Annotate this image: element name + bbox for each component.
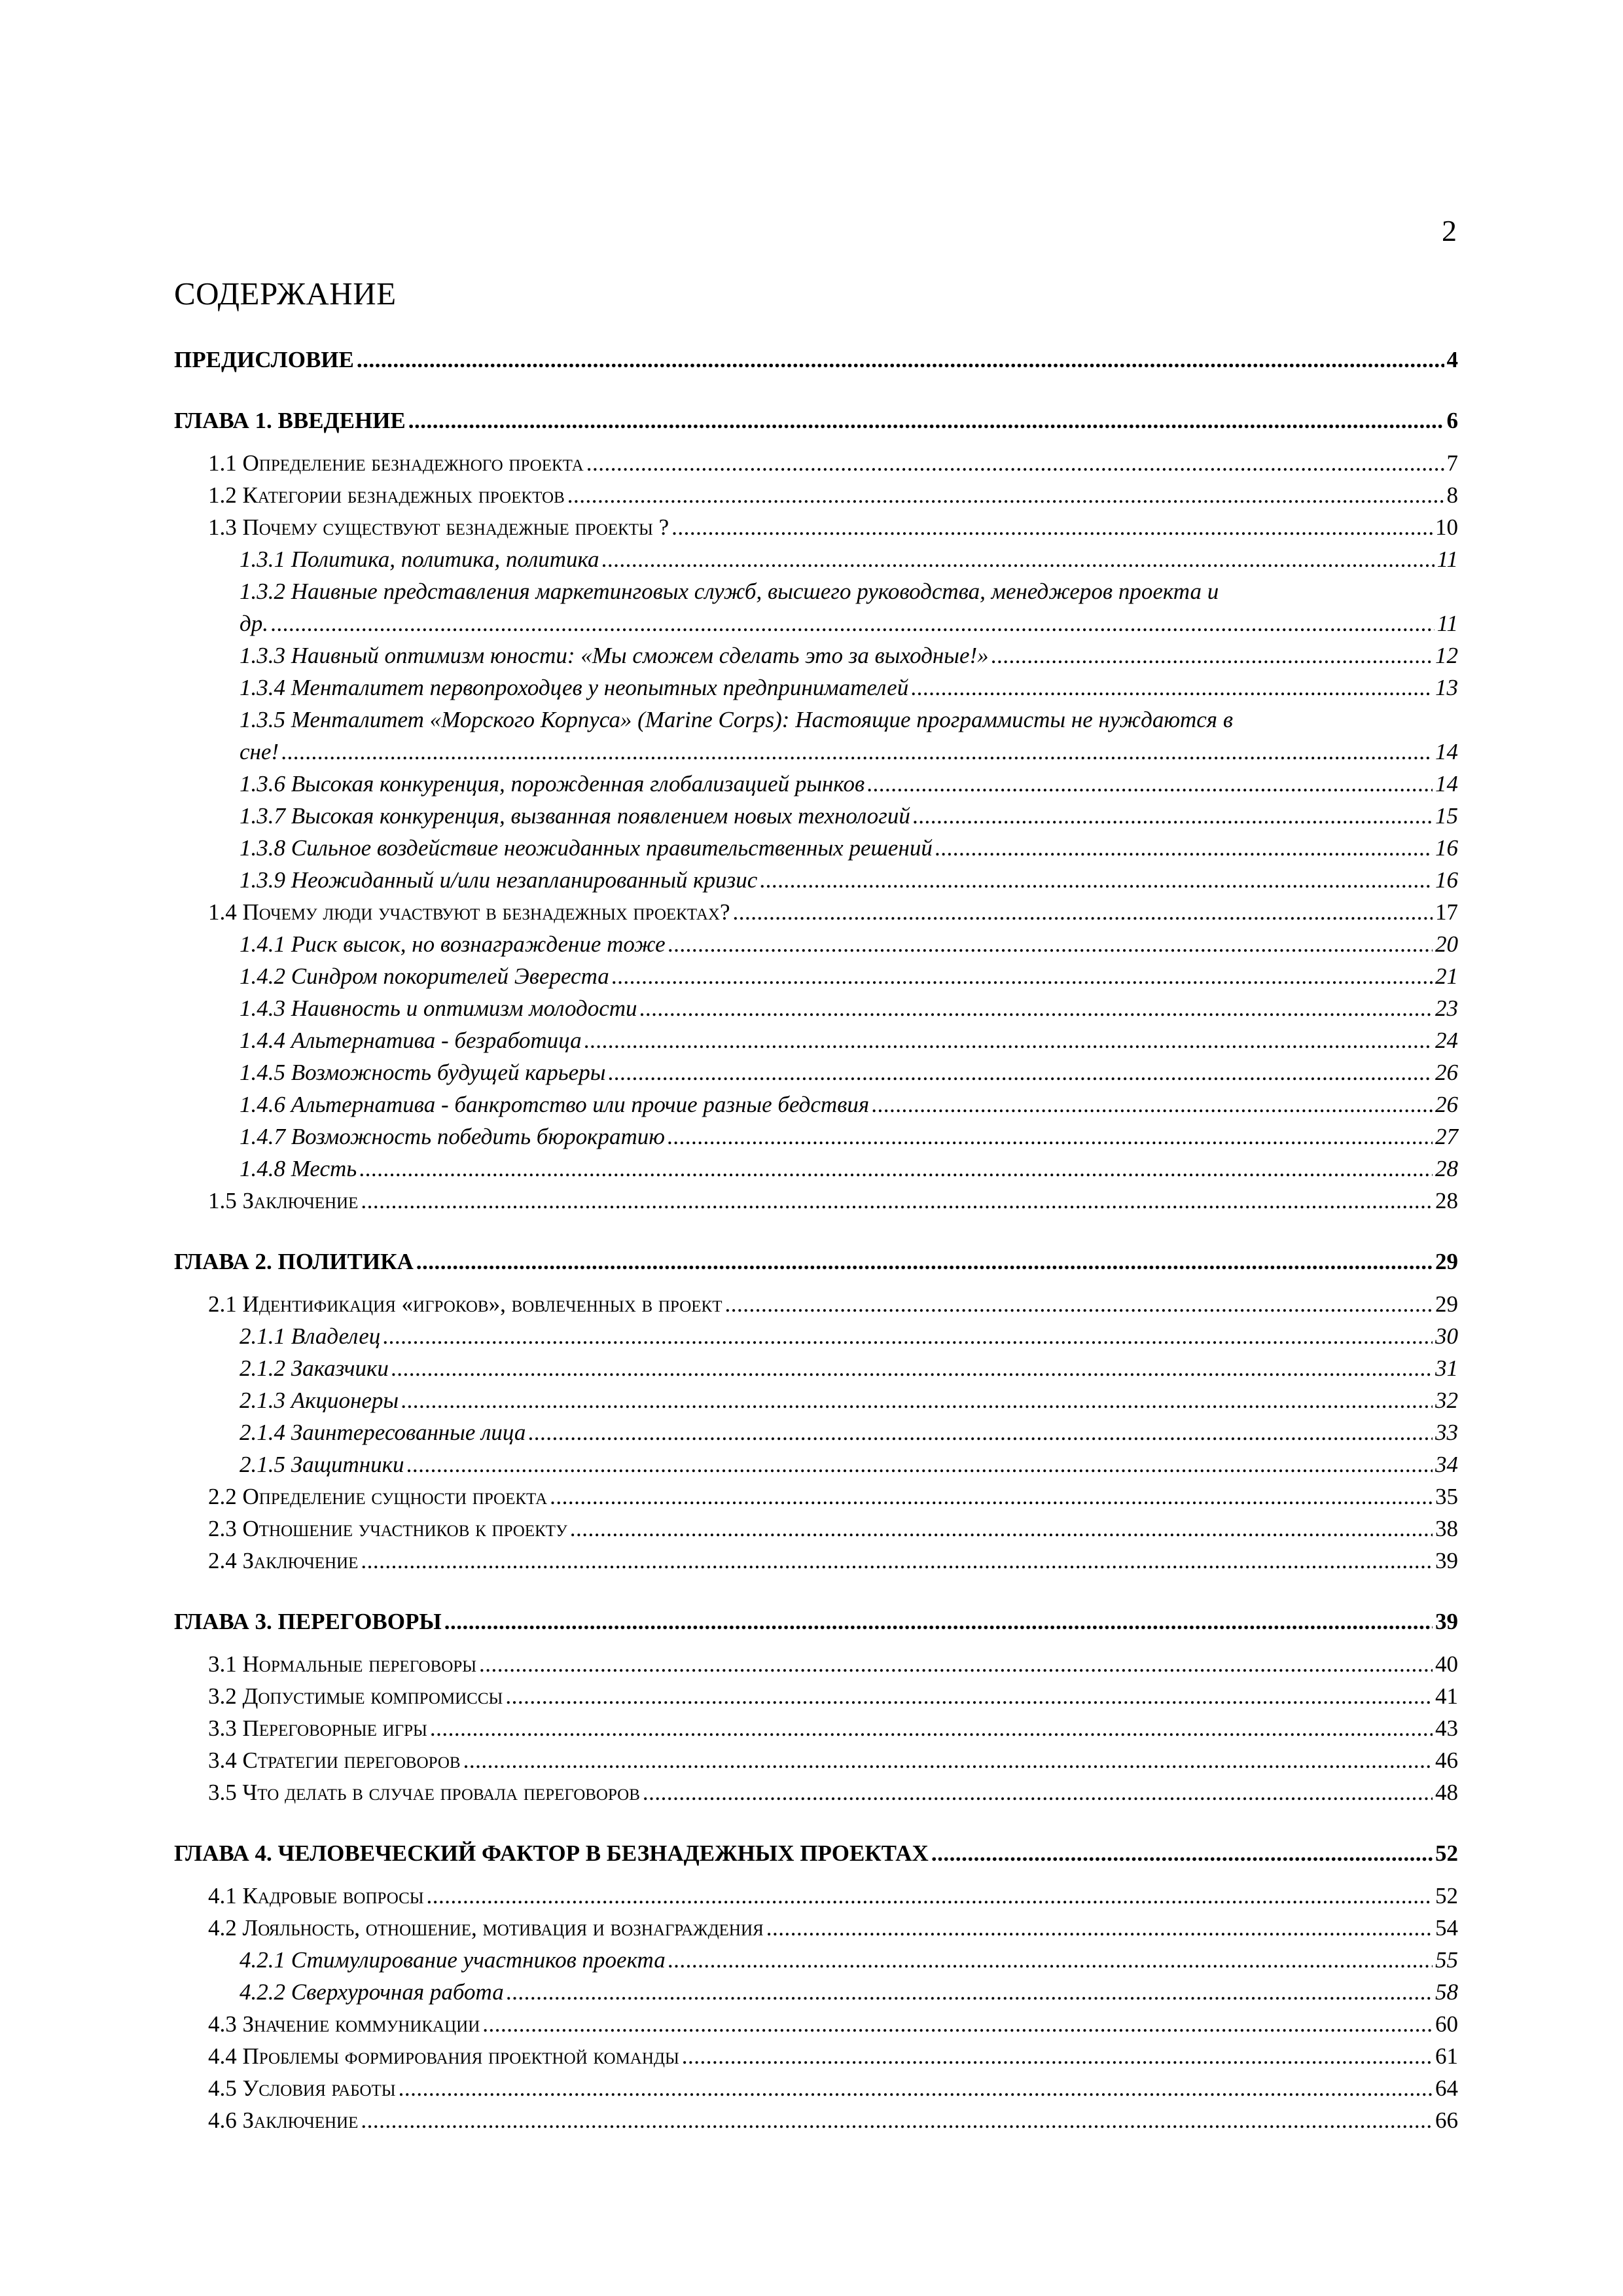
toc-entry-title: 1.4.8 Месть — [240, 1156, 357, 1181]
toc-entry-page: 11 — [1436, 547, 1458, 572]
toc-entry-title: 2.1.5 Защитники — [240, 1452, 404, 1477]
toc-entry-title: 4.2.2 Сверхурочная работа — [240, 1979, 504, 2005]
dot-leader — [872, 1088, 1433, 1121]
toc-entry-1-3-1[interactable] — [174, 543, 1458, 575]
toc-entry-1-3-6[interactable] — [174, 768, 1458, 800]
toc-entry-preface[interactable] — [174, 344, 1458, 376]
toc-entry-2-1-3[interactable] — [174, 1384, 1458, 1416]
toc-entry-page: 21 — [1435, 963, 1458, 989]
toc-entry-page: 28 — [1435, 1188, 1458, 1213]
dot-leader — [760, 864, 1433, 896]
toc-entry-1-3[interactable] — [174, 511, 1458, 543]
toc-entry-2-1-2[interactable] — [174, 1352, 1458, 1384]
dot-leader — [733, 896, 1433, 928]
toc-entry-page: 41 — [1435, 1683, 1458, 1709]
toc-entry-title: 1.3 Почему существуют безнадежные проекты ? — [208, 514, 669, 540]
toc-entry-title: 3.5 Что делать в случае провала переговоров — [208, 1780, 640, 1805]
dot-leader — [391, 1352, 1433, 1384]
toc-entry-title: 2.1.1 Владелец — [240, 1323, 381, 1349]
toc-entry-title: 4.2.1 Стимулирование участников проекта — [240, 1947, 666, 1973]
toc-entry-title: 1.2 Категории безнадежных проектов — [208, 482, 565, 508]
dot-leader — [505, 1680, 1433, 1712]
dot-leader — [281, 736, 1433, 768]
toc-entry-title: ГЛАВА 2. ПОЛИТИКА — [174, 1249, 414, 1274]
toc-entry-title: 1.3.7 Высокая конкуренция, вызванная появлением новых технологий — [240, 803, 910, 829]
toc-entry-3-1[interactable] — [174, 1648, 1458, 1680]
dot-leader — [361, 1545, 1433, 1577]
toc-entry-title-continued: др. — [240, 611, 268, 636]
dot-leader — [668, 1944, 1433, 1976]
dot-leader — [911, 672, 1433, 704]
dot-leader — [408, 404, 1444, 437]
toc-entry-3-4[interactable] — [174, 1744, 1458, 1776]
toc-entry-title: 1.3.9 Неожиданный и/или незапланированный кризис — [240, 867, 758, 893]
dot-leader — [444, 1605, 1433, 1638]
toc-entry-page: 46 — [1435, 1748, 1458, 1773]
toc-entry-title: 1.3.6 Высокая конкуренция, порожденная глобализацией рынков — [240, 771, 865, 797]
dot-leader — [935, 832, 1433, 864]
toc-entry-page: 16 — [1435, 835, 1458, 861]
toc-entry-1-3-8[interactable] — [174, 832, 1458, 864]
toc-entry-chapter-2[interactable] — [174, 1246, 1458, 1278]
dot-leader — [668, 928, 1433, 960]
toc-entry-title: ПРЕДИСЛОВИЕ — [174, 347, 354, 372]
dot-leader — [612, 960, 1433, 992]
toc-entry-1-4-8[interactable] — [174, 1153, 1458, 1185]
toc-entry-title: 4.4 Проблемы формирования проектной команды — [208, 2043, 679, 2069]
toc-entry-1-4-3[interactable] — [174, 992, 1458, 1024]
toc-entry-title: 3.4 Стратегии переговоров — [208, 1748, 461, 1773]
toc-entry-1-1[interactable] — [174, 447, 1458, 479]
toc-entry-title: 1.4.2 Синдром покорителей Эвереста — [240, 963, 609, 989]
dot-leader — [416, 1246, 1433, 1278]
toc-entry-title: 4.2 Лояльность, отношение, мотивация и вознаграждения — [208, 1915, 764, 1941]
dot-leader — [682, 2040, 1433, 2072]
toc-entry-title: 2.4 Заключение — [208, 1548, 359, 1573]
toc-entry-4-1[interactable] — [174, 1880, 1458, 1912]
toc-entry-3-3[interactable] — [174, 1712, 1458, 1744]
toc-entry-1-4-1[interactable] — [174, 928, 1458, 960]
page-number: 2 — [1442, 214, 1457, 247]
toc-entry-title: 1.4.5 Возможность будущей карьеры — [240, 1060, 606, 1085]
dot-leader — [643, 1776, 1433, 1808]
toc-entry-page: 4 — [1446, 347, 1458, 372]
toc-entry-page: 17 — [1435, 899, 1458, 925]
toc-entry-title: 1.4 Почему люди участвуют в безнадежных проектах? — [208, 899, 730, 925]
dot-leader — [550, 1480, 1433, 1513]
dot-leader — [399, 2072, 1433, 2104]
toc-entry-title: 1.4.1 Риск высок, но вознаграждение тоже — [240, 931, 666, 957]
toc-entry-1-2[interactable] — [174, 479, 1458, 511]
toc-entry-page: 29 — [1435, 1291, 1458, 1317]
dot-leader — [867, 768, 1433, 800]
dot-leader — [608, 1056, 1433, 1088]
dot-leader — [271, 607, 1435, 639]
toc-entry-page: 34 — [1435, 1452, 1458, 1477]
toc-entry-page: 54 — [1435, 1915, 1458, 1941]
toc-entry-title: 1.3.5 Менталитет «Морского Корпуса» (Marine Corps): Настоящие программисты не нуждаются в — [240, 707, 1234, 732]
toc-entry-page: 55 — [1435, 1947, 1458, 1973]
toc-entry-title: 1.4.7 Возможность победить бюрократию — [240, 1124, 665, 1149]
dot-leader — [570, 1513, 1433, 1545]
dot-leader — [586, 447, 1444, 479]
toc-heading: СОДЕРЖАНИЕ — [174, 276, 397, 312]
dot-leader — [407, 1448, 1433, 1480]
toc-entry-1-3-4[interactable] — [174, 672, 1458, 704]
toc-entry-2-1-5[interactable] — [174, 1448, 1458, 1480]
dot-leader — [766, 1912, 1433, 1944]
toc-entry-1-3-3[interactable] — [174, 639, 1458, 672]
toc-entry-page: 33 — [1435, 1420, 1458, 1445]
toc-entry-page: 66 — [1435, 2108, 1458, 2133]
toc-entry-1-4-2[interactable] — [174, 960, 1458, 992]
dot-leader — [383, 1320, 1433, 1352]
toc-entry-4-3[interactable] — [174, 2008, 1458, 2040]
toc-entry-page: 7 — [1446, 450, 1458, 476]
toc-entry-1-5[interactable] — [174, 1185, 1458, 1217]
toc-entry-4-4[interactable] — [174, 2040, 1458, 2072]
toc-entry-2-2[interactable] — [174, 1480, 1458, 1513]
toc-entry-title: 1.1 Определение безнадежного проекта — [208, 450, 584, 476]
toc-entry-title: ГЛАВА 4. ЧЕЛОВЕЧЕСКИЙ ФАКТОР В БЕЗНАДЕЖНЫХ ПРОЕКТАХ — [174, 1840, 929, 1866]
toc-entry-title: 1.3.4 Менталитет первопроходцев у неопытных предпринимателей — [240, 675, 909, 700]
dot-leader — [567, 479, 1444, 511]
toc-entry-page: 40 — [1435, 1651, 1458, 1677]
dot-leader — [401, 1384, 1433, 1416]
toc-entry-title: 2.1 Идентификация «игроков», вовлеченных в проект — [208, 1291, 722, 1317]
toc-entry-page: 38 — [1435, 1516, 1458, 1541]
toc-entry-2-1-4[interactable] — [174, 1416, 1458, 1448]
toc-entry-title: 4.1 Кадровые вопросы — [208, 1883, 424, 1909]
dot-leader — [479, 1648, 1433, 1680]
toc-entry-page: 27 — [1435, 1124, 1458, 1149]
toc-entry-1-3-9[interactable] — [174, 864, 1458, 896]
toc-entry-title: 1.3.8 Сильное воздействие неожиданных правительственных решений — [240, 835, 933, 861]
toc-entry-4-2-1[interactable] — [174, 1944, 1458, 1976]
dot-leader — [640, 992, 1433, 1024]
toc-entry-2-1[interactable] — [174, 1288, 1458, 1320]
toc-entry-1-4-5[interactable] — [174, 1056, 1458, 1088]
toc-entry-2-4[interactable] — [174, 1545, 1458, 1577]
toc-entry-3-2[interactable] — [174, 1680, 1458, 1712]
dot-leader — [357, 344, 1444, 376]
toc-entry-page: 14 — [1435, 771, 1458, 797]
toc-entry-3-5[interactable] — [174, 1776, 1458, 1808]
toc-entry-page: 20 — [1435, 931, 1458, 957]
toc-entry-page: 52 — [1435, 1883, 1458, 1909]
toc-entry-title: 3.2 Допустимые компромиссы — [208, 1683, 503, 1709]
toc-entry-page: 26 — [1435, 1092, 1458, 1117]
toc-entry-page: 11 — [1436, 611, 1458, 636]
toc-entry-page: 32 — [1435, 1388, 1458, 1413]
dot-leader — [430, 1712, 1433, 1744]
toc-entry-page: 13 — [1435, 675, 1458, 700]
dot-leader — [482, 2008, 1433, 2040]
dot-leader — [427, 1880, 1433, 1912]
toc-entry-1-3-2[interactable] — [174, 575, 1458, 639]
toc-entry-title-continued: сне! — [240, 739, 279, 764]
toc-entry-title: 4.6 Заключение — [208, 2108, 359, 2133]
toc-entry-title: 1.4.3 Наивность и оптимизм молодости — [240, 996, 637, 1021]
toc-entry-page: 58 — [1435, 1979, 1458, 2005]
toc-entry-page: 64 — [1435, 2075, 1458, 2101]
toc-entry-title: 3.3 Переговорные игры — [208, 1715, 427, 1741]
toc-entry-page: 35 — [1435, 1484, 1458, 1509]
toc-entry-1-4-7[interactable] — [174, 1121, 1458, 1153]
toc-entry-page: 43 — [1435, 1715, 1458, 1741]
toc-entry-title: 4.3 Значение коммуникации — [208, 2011, 480, 2037]
toc-entry-page: 23 — [1435, 996, 1458, 1021]
toc-entry-page: 10 — [1435, 514, 1458, 540]
toc-entry-4-2[interactable] — [174, 1912, 1458, 1944]
toc-entry-title: 1.3.3 Наивный оптимизм юности: «Мы сможем сделать это за выходные!» — [240, 643, 989, 668]
dot-leader — [463, 1744, 1433, 1776]
dot-leader — [528, 1416, 1433, 1448]
toc-entry-chapter-4[interactable] — [174, 1837, 1458, 1869]
table-of-contents — [174, 344, 1458, 2136]
toc-entry-title: 4.5 Условия работы — [208, 2075, 396, 2101]
toc-entry-page: 24 — [1435, 1028, 1458, 1053]
toc-entry-page: 30 — [1435, 1323, 1458, 1349]
toc-entry-2-1-1[interactable] — [174, 1320, 1458, 1352]
toc-entry-2-3[interactable] — [174, 1513, 1458, 1545]
toc-entry-page: 15 — [1435, 803, 1458, 829]
toc-entry-4-2-2[interactable] — [174, 1976, 1458, 2008]
toc-entry-title: ГЛАВА 1. ВВЕДЕНИЕ — [174, 408, 406, 433]
toc-entry-page: 48 — [1435, 1780, 1458, 1805]
dot-leader — [671, 511, 1433, 543]
dot-leader — [913, 800, 1433, 832]
toc-entry-page: 14 — [1435, 739, 1458, 764]
dot-leader — [602, 543, 1435, 575]
dot-leader — [724, 1288, 1433, 1320]
toc-entry-chapter-1[interactable] — [174, 404, 1458, 437]
toc-entry-page: 6 — [1446, 408, 1458, 433]
toc-entry-page: 28 — [1435, 1156, 1458, 1181]
toc-entry-title: 2.3 Отношение участников к проекту — [208, 1516, 567, 1541]
toc-entry-page: 8 — [1446, 482, 1458, 508]
toc-entry-page: 29 — [1435, 1249, 1458, 1274]
toc-entry-title: ГЛАВА 3. ПЕРЕГОВОРЫ — [174, 1609, 442, 1634]
toc-entry-1-4-6[interactable] — [174, 1088, 1458, 1121]
toc-entry-page: 26 — [1435, 1060, 1458, 1085]
toc-entry-page: 31 — [1435, 1355, 1458, 1381]
dot-leader — [931, 1837, 1433, 1869]
toc-entry-page: 39 — [1435, 1609, 1458, 1634]
toc-entry-title: 1.4.4 Альтернатива - безработица — [240, 1028, 582, 1053]
toc-entry-4-5[interactable] — [174, 2072, 1458, 2104]
toc-entry-title: 1.3.1 Политика, политика, политика — [240, 547, 599, 572]
toc-entry-1-3-5[interactable] — [174, 704, 1458, 768]
toc-entry-page: 61 — [1435, 2043, 1458, 2069]
toc-entry-4-6[interactable] — [174, 2104, 1458, 2136]
toc-entry-title: 3.1 Нормальные переговоры — [208, 1651, 477, 1677]
toc-entry-title: 2.1.4 Заинтересованные лица — [240, 1420, 526, 1445]
dot-leader — [507, 1976, 1433, 2008]
toc-entry-page: 16 — [1435, 867, 1458, 893]
dot-leader — [361, 1185, 1433, 1217]
toc-entry-title: 2.1.3 Акционеры — [240, 1388, 399, 1413]
toc-entry-title: 1.3.2 Наивные представления маркетинговых служб, высшего руководства, менеджеров проекта и — [240, 579, 1219, 604]
toc-entry-title: 2.1.2 Заказчики — [240, 1355, 389, 1381]
toc-entry-title: 1.4.6 Альтернатива - банкротство или прочие разные бедствия — [240, 1092, 870, 1117]
dot-leader — [584, 1024, 1433, 1056]
dot-leader — [361, 2104, 1433, 2136]
toc-entry-page: 60 — [1435, 2011, 1458, 2037]
toc-entry-1-4[interactable] — [174, 896, 1458, 928]
toc-entry-chapter-3[interactable] — [174, 1605, 1458, 1638]
toc-entry-title: 1.5 Заключение — [208, 1188, 359, 1213]
toc-entry-title: 2.2 Определение сущности проекта — [208, 1484, 548, 1509]
toc-entry-1-3-7[interactable] — [174, 800, 1458, 832]
dot-leader — [668, 1121, 1433, 1153]
toc-entry-1-4-4[interactable] — [174, 1024, 1458, 1056]
dot-leader — [991, 639, 1433, 672]
toc-entry-page: 12 — [1435, 643, 1458, 668]
toc-entry-page: 52 — [1435, 1840, 1458, 1866]
dot-leader — [359, 1153, 1433, 1185]
toc-entry-page: 39 — [1435, 1548, 1458, 1573]
